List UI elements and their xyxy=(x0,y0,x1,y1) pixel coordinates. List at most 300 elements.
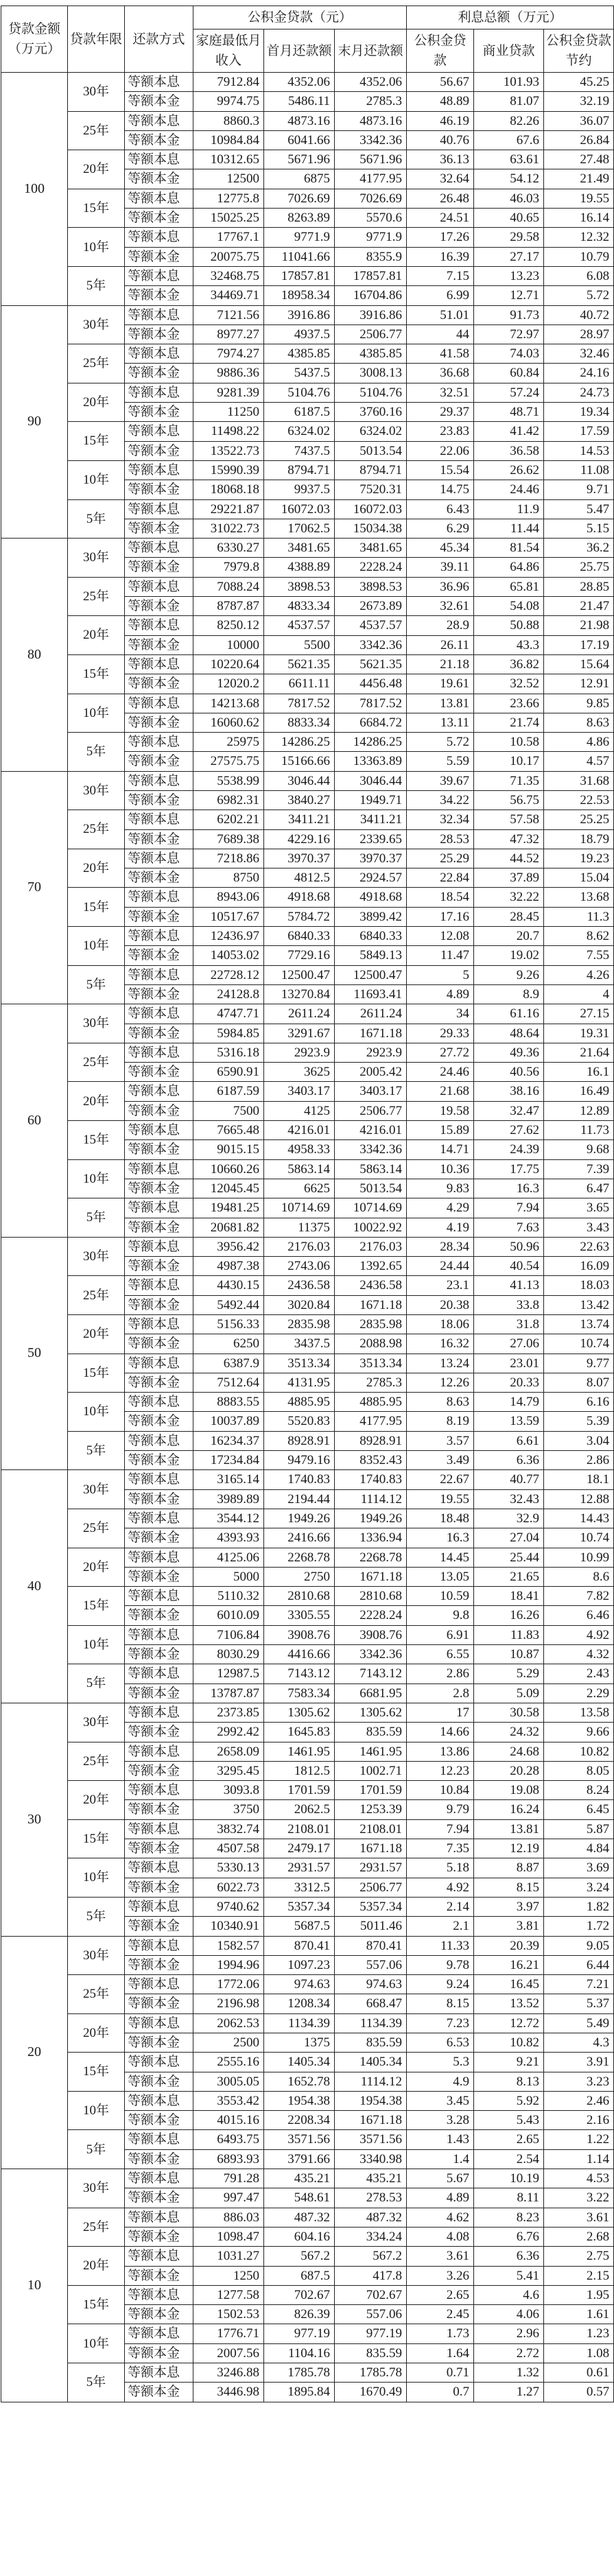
fund-saving-cell: 1.08 xyxy=(544,2343,614,2363)
fund-interest-cell: 28.9 xyxy=(407,616,474,635)
loan-amount-cell: 80 xyxy=(1,539,68,772)
last-month-cell: 1253.39 xyxy=(335,1800,407,1819)
min-income-cell: 8943.06 xyxy=(193,888,264,907)
fund-saving-cell: 18.1 xyxy=(544,1470,614,1489)
fund-interest-cell: 24.46 xyxy=(407,1063,474,1082)
fund-saving-cell: 17.19 xyxy=(544,635,614,654)
repay-method-cell: 等额本金 xyxy=(125,1567,193,1586)
last-month-cell: 12500.47 xyxy=(335,965,407,984)
repay-method-cell: 等额本息 xyxy=(125,111,193,130)
commercial-interest-cell: 8.15 xyxy=(474,1878,544,1897)
fund-saving-cell: 6.16 xyxy=(544,1393,614,1412)
repay-method-cell: 等额本金 xyxy=(125,790,193,810)
repay-method-cell: 等额本金 xyxy=(125,519,193,538)
first-month-cell: 3481.65 xyxy=(264,539,335,558)
table-row xyxy=(1,1819,614,1839)
commercial-interest-cell: 61.16 xyxy=(474,1004,544,1024)
first-month-cell: 4937.5 xyxy=(264,324,335,344)
first-month-cell: 1208.34 xyxy=(264,1994,335,2013)
commercial-interest-cell: 54.08 xyxy=(474,597,544,616)
commercial-interest-cell: 101.93 xyxy=(474,73,544,92)
commercial-interest-cell: 16.24 xyxy=(474,1800,544,1819)
fund-interest-cell: 18.54 xyxy=(407,888,474,907)
min-income-cell: 5000 xyxy=(193,1567,264,1586)
fund-saving-cell: 18.79 xyxy=(544,829,614,849)
min-income-cell: 17234.84 xyxy=(193,1451,264,1470)
fund-saving-cell: 3.91 xyxy=(544,2053,614,2072)
commercial-interest-cell: 7.94 xyxy=(474,1198,544,1218)
loan-years-cell: 20年 xyxy=(68,2013,125,2053)
last-month-cell: 3342.36 xyxy=(335,130,407,150)
first-month-cell: 18958.34 xyxy=(264,286,335,305)
min-income-cell: 20681.82 xyxy=(193,1218,264,1237)
last-month-cell: 1785.78 xyxy=(335,2363,407,2383)
min-income-cell: 4015.16 xyxy=(193,2111,264,2130)
loan-years-cell: 30年 xyxy=(68,1237,125,1276)
fund-saving-cell: 9.71 xyxy=(544,480,614,499)
fund-saving-cell: 5.72 xyxy=(544,286,614,305)
commercial-interest-cell: 1.27 xyxy=(474,2383,544,2402)
loan-years-cell: 10年 xyxy=(68,460,125,499)
fund-saving-cell: 11.08 xyxy=(544,460,614,480)
min-income-cell: 20075.75 xyxy=(193,247,264,266)
loan-years-cell: 5年 xyxy=(68,266,125,305)
commercial-interest-cell: 12.19 xyxy=(474,1839,544,1858)
fund-interest-cell: 10.84 xyxy=(407,1781,474,1800)
last-month-cell: 3008.13 xyxy=(335,364,407,383)
min-income-cell: 1277.58 xyxy=(193,2285,264,2304)
min-income-cell: 5156.33 xyxy=(193,1315,264,1334)
table-row xyxy=(1,810,614,829)
commercial-interest-cell: 41.13 xyxy=(474,1276,544,1295)
table-row xyxy=(1,1121,614,1140)
fund-interest-cell: 6.55 xyxy=(407,1645,474,1664)
table-row xyxy=(1,111,614,130)
commercial-interest-cell: 64.86 xyxy=(474,558,544,577)
first-month-cell: 826.39 xyxy=(264,2305,335,2324)
header-group-fund: 公积金贷款（元） xyxy=(193,6,407,29)
repay-method-cell: 等额本息 xyxy=(125,1276,193,1295)
table-row xyxy=(1,1975,614,1994)
last-month-cell: 2506.77 xyxy=(335,1878,407,1897)
fund-saving-cell: 4.92 xyxy=(544,1625,614,1644)
table-row xyxy=(1,2091,614,2110)
loan-years-cell: 25年 xyxy=(68,810,125,849)
commercial-interest-cell: 71.35 xyxy=(474,771,544,790)
loan-years-cell: 15年 xyxy=(68,1354,125,1393)
fund-saving-cell: 2.86 xyxy=(544,1451,614,1470)
first-month-cell: 4812.5 xyxy=(264,868,335,888)
last-month-cell: 1114.12 xyxy=(335,1489,407,1509)
commercial-interest-cell: 10.87 xyxy=(474,1645,544,1664)
repay-method-cell: 等额本息 xyxy=(125,888,193,907)
loan-amount-cell: 20 xyxy=(1,1936,68,2169)
repay-method-cell: 等额本息 xyxy=(125,1121,193,1140)
repay-method-cell: 等额本息 xyxy=(125,1625,193,1644)
min-income-cell: 19481.25 xyxy=(193,1198,264,1218)
last-month-cell: 2673.89 xyxy=(335,597,407,616)
last-month-cell: 2268.78 xyxy=(335,1548,407,1567)
fund-saving-cell: 4.3 xyxy=(544,2033,614,2052)
fund-saving-cell: 27.15 xyxy=(544,1004,614,1024)
first-month-cell: 4958.33 xyxy=(264,1140,335,1159)
last-month-cell: 3916.86 xyxy=(335,305,407,324)
table-row xyxy=(1,1625,614,1644)
last-month-cell: 1671.18 xyxy=(335,1024,407,1043)
commercial-interest-cell: 67.6 xyxy=(474,130,544,150)
fund-saving-cell: 21.49 xyxy=(544,169,614,189)
commercial-interest-cell: 4.6 xyxy=(474,2285,544,2304)
fund-saving-cell: 14.43 xyxy=(544,1509,614,1528)
first-month-cell: 7437.5 xyxy=(264,441,335,460)
fund-interest-cell: 29.37 xyxy=(407,403,474,422)
commercial-interest-cell: 7.63 xyxy=(474,1218,544,1237)
commercial-interest-cell: 26.62 xyxy=(474,460,544,480)
min-income-cell: 2007.56 xyxy=(193,2343,264,2363)
first-month-cell: 1134.39 xyxy=(264,2013,335,2033)
last-month-cell: 2924.57 xyxy=(335,868,407,888)
fund-interest-cell: 5 xyxy=(407,965,474,984)
first-month-cell: 5437.5 xyxy=(264,364,335,383)
min-income-cell: 6893.93 xyxy=(193,2149,264,2169)
first-month-cell: 4885.95 xyxy=(264,1393,335,1412)
first-month-cell: 6625 xyxy=(264,1179,335,1198)
loan-amount-cell: 40 xyxy=(1,1470,68,1703)
fund-saving-cell: 3.43 xyxy=(544,1218,614,1237)
min-income-cell: 2658.09 xyxy=(193,1742,264,1761)
min-income-cell: 6330.27 xyxy=(193,539,264,558)
commercial-interest-cell: 12.72 xyxy=(474,2013,544,2033)
last-month-cell: 7143.12 xyxy=(335,1664,407,1683)
first-month-cell: 1812.5 xyxy=(264,1761,335,1780)
fund-saving-cell: 2.16 xyxy=(544,2111,614,2130)
table-row xyxy=(1,1470,614,1489)
repay-method-cell: 等额本金 xyxy=(125,364,193,383)
commercial-interest-cell: 32.47 xyxy=(474,1101,544,1120)
commercial-interest-cell: 48.71 xyxy=(474,403,544,422)
min-income-cell: 8860.3 xyxy=(193,111,264,130)
first-month-cell: 3046.44 xyxy=(264,771,335,790)
last-month-cell: 974.63 xyxy=(335,1975,407,1994)
first-month-cell: 977.19 xyxy=(264,2324,335,2343)
last-month-cell: 2810.68 xyxy=(335,1587,407,1606)
loan-years-cell: 15年 xyxy=(68,1121,125,1160)
last-month-cell: 2785.3 xyxy=(335,1373,407,1392)
commercial-interest-cell: 11.83 xyxy=(474,1625,544,1644)
min-income-cell: 1776.71 xyxy=(193,2324,264,2343)
repay-method-cell: 等额本息 xyxy=(125,422,193,441)
first-month-cell: 8833.34 xyxy=(264,713,335,732)
repay-method-cell: 等额本金 xyxy=(125,1257,193,1276)
fund-saving-cell: 5.47 xyxy=(544,499,614,519)
loan-years-cell: 20年 xyxy=(68,2247,125,2286)
table-row xyxy=(1,1858,614,1878)
first-month-cell: 3305.55 xyxy=(264,1606,335,1625)
min-income-cell: 2062.53 xyxy=(193,2013,264,2033)
fund-interest-cell: 32.61 xyxy=(407,597,474,616)
first-month-cell: 3513.34 xyxy=(264,1354,335,1373)
min-income-cell: 17767.1 xyxy=(193,228,264,247)
loan-amount-cell: 50 xyxy=(1,1237,68,1470)
fund-saving-cell: 8.6 xyxy=(544,1567,614,1586)
fund-saving-cell: 13.74 xyxy=(544,1315,614,1334)
repay-method-cell: 等额本息 xyxy=(125,1587,193,1606)
min-income-cell: 3093.8 xyxy=(193,1781,264,1800)
fund-interest-cell: 6.29 xyxy=(407,519,474,538)
first-month-cell: 7143.12 xyxy=(264,1664,335,1683)
fund-interest-cell: 4.89 xyxy=(407,2188,474,2208)
fund-interest-cell: 13.05 xyxy=(407,1567,474,1586)
fund-saving-cell: 15.04 xyxy=(544,868,614,888)
min-income-cell: 7121.56 xyxy=(193,305,264,324)
last-month-cell: 3046.44 xyxy=(335,771,407,790)
commercial-interest-cell: 11.44 xyxy=(474,519,544,538)
repay-method-cell: 等额本息 xyxy=(125,1237,193,1256)
table-row xyxy=(1,1354,614,1373)
fund-saving-cell: 2.75 xyxy=(544,2247,614,2266)
commercial-interest-cell: 32.9 xyxy=(474,1509,544,1528)
fund-interest-cell: 9.83 xyxy=(407,1179,474,1198)
loan-amount-cell: 90 xyxy=(1,305,68,539)
fund-interest-cell: 9.78 xyxy=(407,1955,474,1974)
first-month-cell: 2436.58 xyxy=(264,1276,335,1295)
header-group-interest: 利息总额（万元） xyxy=(407,6,614,29)
min-income-cell: 13522.73 xyxy=(193,441,264,460)
last-month-cell: 2785.3 xyxy=(335,92,407,111)
first-month-cell: 5520.83 xyxy=(264,1412,335,1431)
table-row xyxy=(1,383,614,402)
loan-years-cell: 10年 xyxy=(68,1393,125,1432)
min-income-cell: 2992.42 xyxy=(193,1723,264,1742)
last-month-cell: 6684.72 xyxy=(335,713,407,732)
commercial-interest-cell: 6.36 xyxy=(474,1451,544,1470)
fund-interest-cell: 2.45 xyxy=(407,2305,474,2324)
fund-saving-cell: 0.57 xyxy=(544,2383,614,2402)
min-income-cell: 5984.85 xyxy=(193,1024,264,1043)
last-month-cell: 1461.95 xyxy=(335,1742,407,1761)
last-month-cell: 15034.38 xyxy=(335,519,407,538)
min-income-cell: 6493.75 xyxy=(193,2130,264,2149)
min-income-cell: 1582.57 xyxy=(193,1936,264,1955)
last-month-cell: 1740.83 xyxy=(335,1470,407,1489)
fund-saving-cell: 12.91 xyxy=(544,674,614,694)
last-month-cell: 11693.41 xyxy=(335,984,407,1004)
repay-method-cell: 等额本息 xyxy=(125,1004,193,1024)
fund-interest-cell: 22.67 xyxy=(407,1470,474,1489)
last-month-cell: 567.2 xyxy=(335,2247,407,2266)
first-month-cell: 3403.17 xyxy=(264,1082,335,1101)
commercial-interest-cell: 13.59 xyxy=(474,1412,544,1431)
commercial-interest-cell: 27.17 xyxy=(474,247,544,266)
fund-interest-cell: 0.71 xyxy=(407,2363,474,2383)
fund-saving-cell: 16.09 xyxy=(544,1257,614,1276)
table-row xyxy=(1,1664,614,1683)
table-row xyxy=(1,2247,614,2266)
last-month-cell: 8355.9 xyxy=(335,247,407,266)
header-loan-amount: 贷款金额（万元） xyxy=(1,6,68,73)
fund-interest-cell: 24.51 xyxy=(407,209,474,228)
fund-interest-cell: 29.33 xyxy=(407,1024,474,1043)
fund-interest-cell: 8.15 xyxy=(407,1994,474,2013)
header-loan-years: 贷款年限 xyxy=(68,6,125,73)
min-income-cell: 9740.62 xyxy=(193,1897,264,1916)
repay-method-cell: 等额本息 xyxy=(125,2091,193,2110)
fund-saving-cell: 3.69 xyxy=(544,1858,614,1878)
first-month-cell: 8794.71 xyxy=(264,460,335,480)
last-month-cell: 835.59 xyxy=(335,1723,407,1742)
fund-saving-cell: 5.15 xyxy=(544,519,614,538)
commercial-interest-cell: 18.41 xyxy=(474,1587,544,1606)
fund-saving-cell: 4.84 xyxy=(544,1839,614,1858)
first-month-cell: 7026.69 xyxy=(264,189,335,208)
fund-interest-cell: 15.54 xyxy=(407,460,474,480)
loan-amount-cell: 30 xyxy=(1,1703,68,1936)
first-month-cell: 4125 xyxy=(264,1101,335,1120)
fund-saving-cell: 32.19 xyxy=(544,92,614,111)
repay-method-cell: 等额本金 xyxy=(125,868,193,888)
fund-saving-cell: 18.03 xyxy=(544,1276,614,1295)
fund-interest-cell: 18.48 xyxy=(407,1509,474,1528)
fund-saving-cell: 4.86 xyxy=(544,733,614,752)
last-month-cell: 5671.96 xyxy=(335,150,407,169)
repay-method-cell: 等额本金 xyxy=(125,480,193,499)
commercial-interest-cell: 50.96 xyxy=(474,1237,544,1256)
min-income-cell: 4125.06 xyxy=(193,1548,264,1567)
fund-interest-cell: 10.36 xyxy=(407,1159,474,1179)
fund-saving-cell: 19.55 xyxy=(544,189,614,208)
fund-interest-cell: 9.8 xyxy=(407,1606,474,1625)
last-month-cell: 6324.02 xyxy=(335,422,407,441)
fund-saving-cell: 1.82 xyxy=(544,1897,614,1916)
first-month-cell: 5687.5 xyxy=(264,1917,335,1936)
repay-method-cell: 等额本金 xyxy=(125,2111,193,2130)
first-month-cell: 1375 xyxy=(264,2033,335,2052)
fund-interest-cell: 2.86 xyxy=(407,1664,474,1683)
fund-saving-cell: 9.77 xyxy=(544,1354,614,1373)
repay-method-cell: 等额本金 xyxy=(125,1878,193,1897)
repay-method-cell: 等额本息 xyxy=(125,2053,193,2072)
loan-years-cell: 20年 xyxy=(68,1781,125,1820)
first-month-cell: 2416.66 xyxy=(264,1528,335,1548)
table-row xyxy=(1,2363,614,2383)
table-row xyxy=(1,616,614,635)
commercial-interest-cell: 24.46 xyxy=(474,480,544,499)
loan-years-cell: 20年 xyxy=(68,1315,125,1354)
min-income-cell: 13787.87 xyxy=(193,1683,264,1703)
commercial-interest-cell: 32.52 xyxy=(474,674,544,694)
min-income-cell: 6010.09 xyxy=(193,1606,264,1625)
repay-method-cell: 等额本息 xyxy=(125,2285,193,2304)
repay-method-cell: 等额本金 xyxy=(125,907,193,926)
fund-interest-cell: 19.58 xyxy=(407,1101,474,1120)
table-row xyxy=(1,460,614,480)
fund-saving-cell: 24.16 xyxy=(544,364,614,383)
first-month-cell: 7817.52 xyxy=(264,694,335,713)
commercial-interest-cell: 29.58 xyxy=(474,228,544,247)
fund-saving-cell: 13.68 xyxy=(544,888,614,907)
loan-years-cell: 5年 xyxy=(68,2363,125,2402)
last-month-cell: 1671.18 xyxy=(335,2111,407,2130)
repay-method-cell: 等额本金 xyxy=(125,2188,193,2208)
fund-interest-cell: 14.45 xyxy=(407,1548,474,1567)
fund-interest-cell: 1.64 xyxy=(407,2343,474,2363)
first-month-cell: 16072.03 xyxy=(264,499,335,519)
last-month-cell: 5621.35 xyxy=(335,654,407,674)
min-income-cell: 3956.42 xyxy=(193,1237,264,1256)
repay-method-cell: 等额本息 xyxy=(125,305,193,324)
first-month-cell: 2835.98 xyxy=(264,1315,335,1334)
commercial-interest-cell: 5.09 xyxy=(474,1683,544,1703)
first-month-cell: 2194.44 xyxy=(264,1489,335,1509)
table-row xyxy=(1,2053,614,2072)
fund-saving-cell: 25.75 xyxy=(544,558,614,577)
last-month-cell: 435.21 xyxy=(335,2169,407,2188)
repay-method-cell: 等额本息 xyxy=(125,1548,193,1567)
last-month-cell: 3342.36 xyxy=(335,1140,407,1159)
last-month-cell: 5013.54 xyxy=(335,441,407,460)
fund-interest-cell: 13.11 xyxy=(407,713,474,732)
min-income-cell: 6387.9 xyxy=(193,1354,264,1373)
repay-method-cell: 等额本息 xyxy=(125,965,193,984)
last-month-cell: 4177.95 xyxy=(335,169,407,189)
min-income-cell: 14213.68 xyxy=(193,694,264,713)
min-income-cell: 4507.58 xyxy=(193,1839,264,1858)
last-month-cell: 3403.17 xyxy=(335,1082,407,1101)
min-income-cell: 5492.44 xyxy=(193,1295,264,1314)
last-month-cell: 417.8 xyxy=(335,2266,407,2285)
commercial-interest-cell: 1.32 xyxy=(474,2363,544,2383)
repay-method-cell: 等额本息 xyxy=(125,849,193,868)
fund-interest-cell: 20.38 xyxy=(407,1295,474,1314)
last-month-cell: 9771.9 xyxy=(335,228,407,247)
fund-saving-cell: 36.2 xyxy=(544,539,614,558)
loan-years-cell: 5年 xyxy=(68,965,125,1004)
first-month-cell: 4131.95 xyxy=(264,1373,335,1392)
first-month-cell: 1461.95 xyxy=(264,1742,335,1761)
repay-method-cell: 等额本息 xyxy=(125,539,193,558)
repay-method-cell: 等额本金 xyxy=(125,2227,193,2246)
repay-method-cell: 等额本息 xyxy=(125,1703,193,1722)
fund-interest-cell: 4.92 xyxy=(407,1878,474,1897)
loan-years-cell: 10年 xyxy=(68,1858,125,1898)
first-month-cell: 2810.68 xyxy=(264,1587,335,1606)
min-income-cell: 2373.85 xyxy=(193,1703,264,1722)
commercial-interest-cell: 65.81 xyxy=(474,577,544,596)
min-income-cell: 15990.39 xyxy=(193,460,264,480)
last-month-cell: 8794.71 xyxy=(335,460,407,480)
fund-interest-cell: 6.43 xyxy=(407,499,474,519)
min-income-cell: 10984.84 xyxy=(193,130,264,150)
fund-interest-cell: 9.79 xyxy=(407,1800,474,1819)
commercial-interest-cell: 47.32 xyxy=(474,829,544,849)
loan-years-cell: 10年 xyxy=(68,2324,125,2363)
repay-method-cell: 等额本息 xyxy=(125,2247,193,2266)
last-month-cell: 8928.91 xyxy=(335,1431,407,1450)
fund-interest-cell: 36.68 xyxy=(407,364,474,383)
fund-interest-cell: 16.3 xyxy=(407,1528,474,1548)
min-income-cell: 10000 xyxy=(193,635,264,654)
fund-interest-cell: 16.32 xyxy=(407,1334,474,1354)
repay-method-cell: 等额本息 xyxy=(125,654,193,674)
repay-method-cell: 等额本息 xyxy=(125,2169,193,2188)
commercial-interest-cell: 36.58 xyxy=(474,441,544,460)
first-month-cell: 7583.34 xyxy=(264,1683,335,1703)
fund-saving-cell: 12.32 xyxy=(544,228,614,247)
loan-years-cell: 30年 xyxy=(68,1936,125,1975)
first-month-cell: 870.41 xyxy=(264,1936,335,1955)
fund-interest-cell: 23.1 xyxy=(407,1276,474,1295)
repay-method-cell: 等额本金 xyxy=(125,247,193,266)
